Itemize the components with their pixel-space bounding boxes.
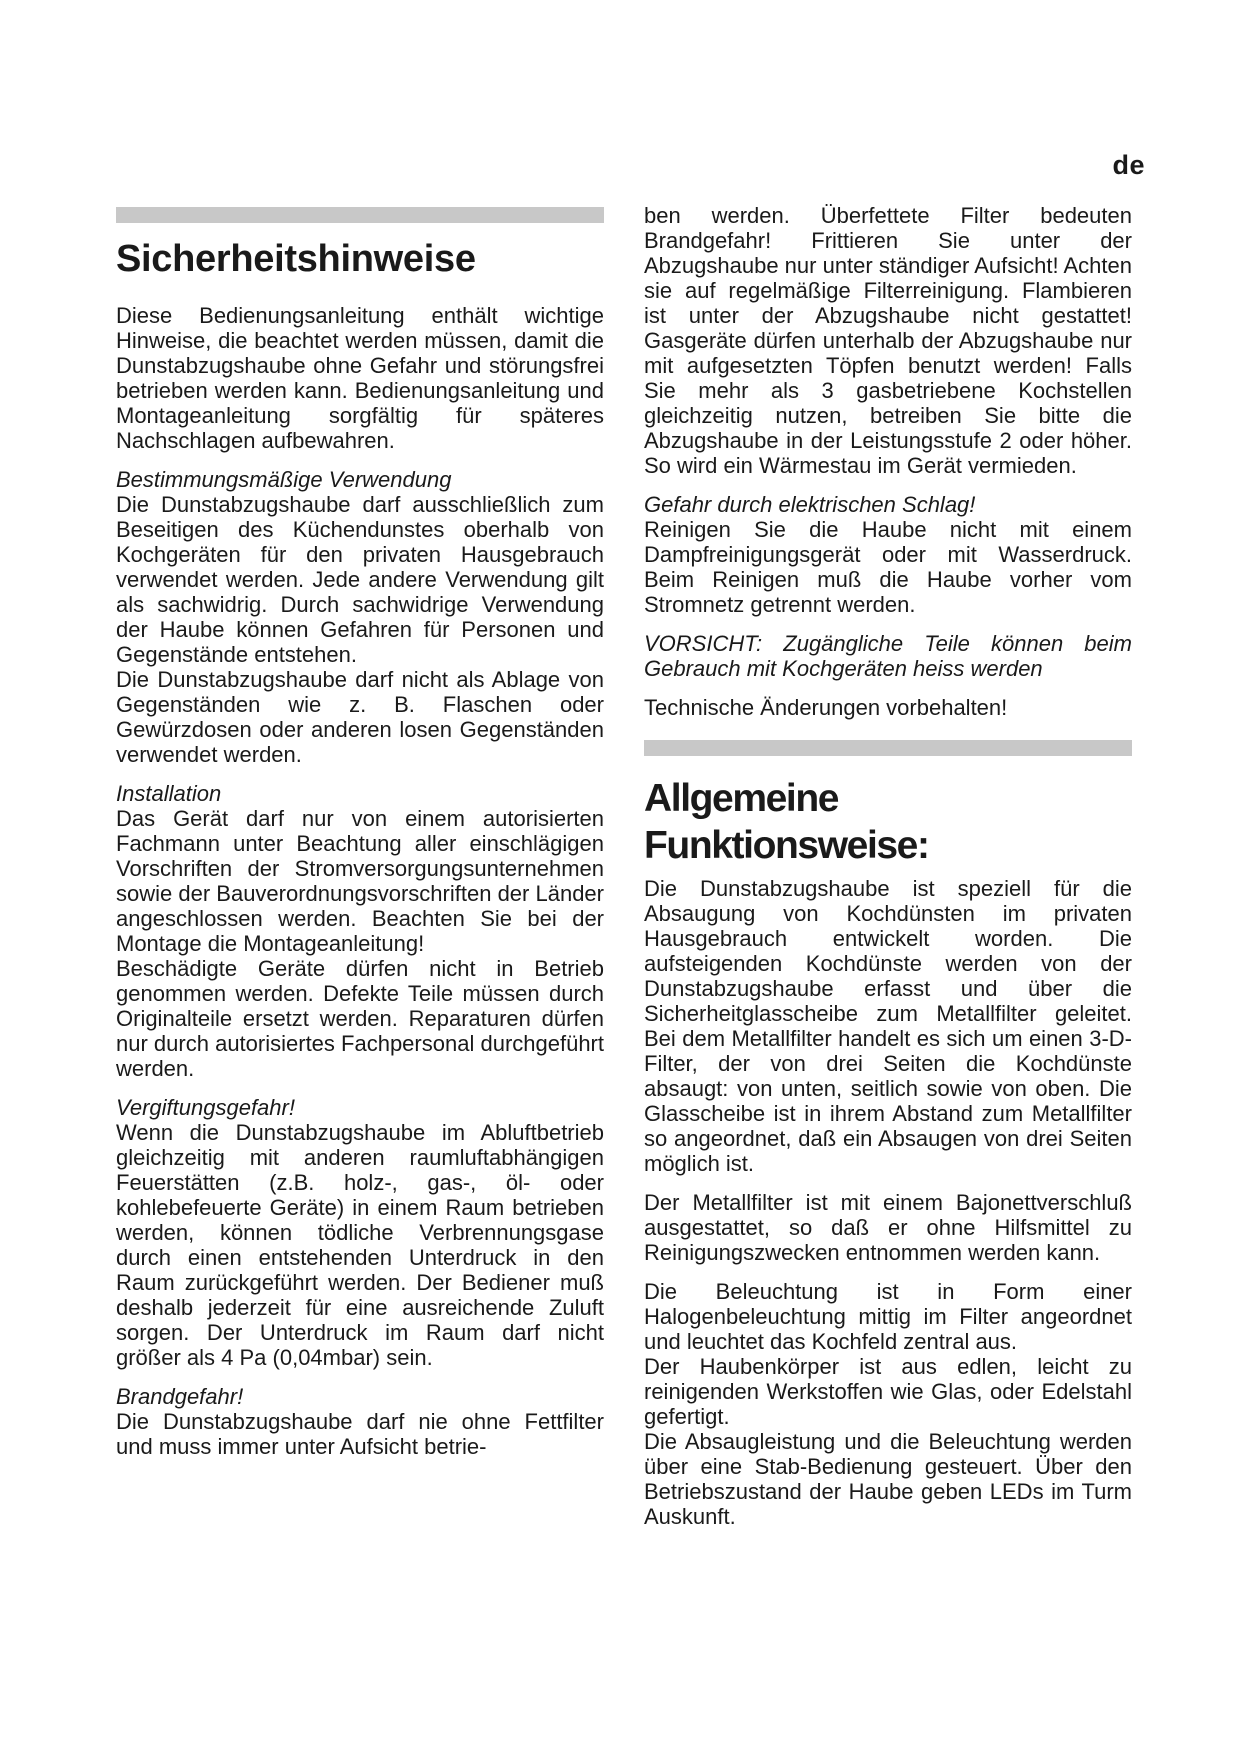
paragraph-function-2: Der Metallfilter ist mit einem Bajonettverschluß ausgestattet, so daß er ohne Hilfsmittel zu Reinigungszwecken entnommen werden kann. bbox=[644, 1189, 1132, 1265]
subheading-fire: Brandgefahr! bbox=[116, 1383, 244, 1409]
paragraph-intended-use-1: Die Dunstabzugshaube darf ausschließlich zum Beseitigen des Küchendunstes oberhalb von Kochgeräten für den privaten Hausgebrauch verwendet werden. Jede andere Verwendung gilt als sachwidrig. Durch sachwidrige Verwendung der Haube können Gefahren für Personen und Gegenstände entstehen. bbox=[116, 491, 604, 667]
paragraph-electric-shock: Reinigen Sie die Haube nicht mit einem Dampfreinigungsgerät oder mit Wasserdruck. Beim Reinigen muß die Haube vorher vom Stromnetz getrennt werden. bbox=[644, 517, 1132, 617]
section-divider-bar bbox=[116, 207, 604, 223]
paragraph-installation-1: Das Gerät darf nur von einem autorisierten Fachmann unter Beachtung aller einschlägigen Vorschriften der Stromversorgungsunternehmen sowie der Bauverordnungsvorschriften der Länder angeschlossen werden. Beachten Sie bei der Montage die Montageanleitung! bbox=[116, 805, 604, 956]
paragraph-fire-start: Die Dunstabzugshaube darf nie ohne Fettfilter und muss immer unter Aufsicht betrie- bbox=[116, 1408, 604, 1459]
subheading-poisoning: Vergiftungsgefahr! bbox=[116, 1094, 295, 1120]
right-column bbox=[644, 203, 1132, 1543]
section-title-function: Allgemeine Funktionsweise: bbox=[644, 777, 929, 867]
intro-paragraph: Diese Bedienungsanleitung enthält wichtige Hinweise, die beachtet werden müssen, damit die Dunstabzugshaube ohne Gefahr und störungsfrei betrieben werden kann. Bedienungsanleitung und Montageanleitung sorgfältig für späteres Nachschlagen aufbewahren. bbox=[116, 302, 604, 453]
section-divider-bar-2 bbox=[644, 740, 1132, 756]
paragraph-fire-continued: ben werden. Überfettete Filter bedeuten Brandgefahr! Frittieren Sie unter der Abzugshaube nur unter ständiger Aufsicht! Achten sie auf regelmäßige Filterreinigung. Flambieren ist unter der Abzugshaube nicht gestattet! Gasgeräte dürfen unterhalb der Abzugshaube nur mit aufgesetzten Töpfen benutzt werden! Falls Sie mehr als 3 gasbetriebene Kochstellen gleichzeitig nutzen, betreiben Sie bitte die Abzugshaube in der Leistungsstufe 2 oder höher. So wird ein Wärmestau im Gerät vermieden. bbox=[644, 203, 1132, 478]
paragraph-function-3: Die Beleuchtung ist in Form einer Halogenbeleuchtung mittig im Filter angeordnet und leuchtet das Kochfeld zentral aus. bbox=[644, 1278, 1132, 1354]
subheading-electric-shock: Gefahr durch elektrischen Schlag! bbox=[644, 492, 976, 517]
paragraph-function-1: Die Dunstabzugshaube ist speziell für die Absaugung von Kochdünsten im privaten Hausgebrauch entwickelt worden. Die aufsteigenden Kochdünste werden von der Dunstabzugshaube erfasst und über die Sicherheitglasscheibe zum Metallfilter geleitet. Bei dem Metallfilter handelt es sich um einen 3-D-Filter, der von drei Seiten die Kochdünste absaugt: von unten, seitlich sowie von oben. Die Glasscheibe ist in ihrem Abstand zum Metallfilter so angeordnet, daß ein Absaugen von drei Seiten möglich ist. bbox=[644, 875, 1132, 1176]
paragraph-intended-use-2: Die Dunstabzugshaube darf nicht als Ablage von Gegenständen wie z. B. Flaschen oder Gewürzdosen oder anderen losen Gegenständen verwendet werden. bbox=[116, 666, 604, 767]
language-code: de bbox=[1112, 150, 1145, 180]
paragraph-poisoning: Wenn die Dunstabzugshaube im Abluftbetrieb gleichzeitig mit anderen raumluftabhängigen Feuerstätten (z.B. holz-, gas-, öl- oder kohlebefeuerte Geräte) in einem Raum betrieben werden, können tödliche Verbrennungsgase durch einen entstehenden Unterdruck in den Raum zurückgeführt werden. Der Bediener muß deshalb jederzeit für eine ausreichende Zuluft sorgen. Der Unterdruck im Raum darf nicht größer als 4 Pa (0,04mbar) sein. bbox=[116, 1119, 604, 1370]
caution-note: VORSICHT: Zugängliche Teile können beim Gebrauch mit Kochgeräten heiss werden bbox=[644, 631, 1132, 681]
section-title-safety: Sicherheitshinweise bbox=[116, 238, 476, 280]
technical-changes-note: Technische Änderungen vorbehalten! bbox=[644, 695, 1008, 720]
paragraph-function-4: Der Haubenkörper ist aus edlen, leicht zu reinigenden Werkstoffen wie Glas, oder Edelstahl gefertigt. bbox=[644, 1353, 1132, 1429]
subheading-installation: Installation bbox=[116, 780, 222, 806]
paragraph-function-5: Die Absaugleistung und die Beleuchtung werden über eine Stab-Bedienung gesteuert. Über den Betriebszustand der Haube geben LEDs im Turm Auskunft. bbox=[644, 1428, 1132, 1529]
left-column bbox=[116, 207, 604, 1473]
paragraph-installation-2: Beschädigte Geräte dürfen nicht in Betrieb genommen werden. Defekte Teile müssen durch Originalteile ersetzt werden. Reparaturen dürfen nur durch autorisiertes Fachpersonal durchgeführt werden. bbox=[116, 955, 604, 1081]
subheading-intended-use: Bestimmungsmäßige Verwendung bbox=[116, 466, 452, 492]
